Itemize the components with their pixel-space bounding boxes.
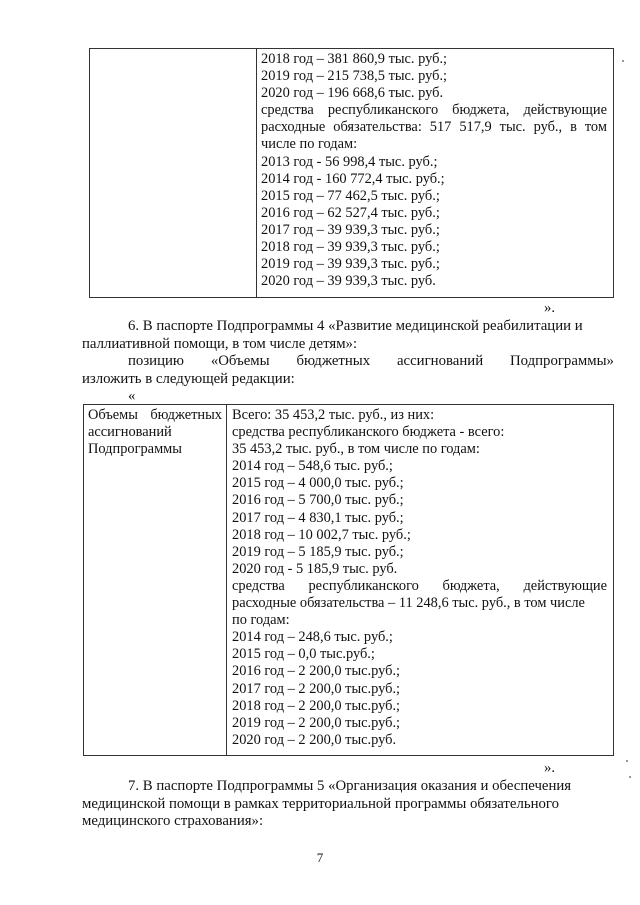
table-label-cell <box>84 405 227 755</box>
table-line-justified <box>261 119 607 136</box>
table-line-justified <box>261 102 607 119</box>
table-line: 2014 год – 548,6 тыс. руб.; <box>232 458 393 475</box>
table-line: 2017 год – 2 200,0 тыс.руб.; <box>232 680 401 697</box>
word: 517,9 <box>459 119 492 136</box>
table-line: расходные обязательства – 11 248,6 тыс. руб., в том числе <box>232 595 585 612</box>
word: расходные <box>261 119 326 136</box>
word: бюджета, <box>452 102 510 119</box>
word: позицию <box>128 353 184 369</box>
paragraph-7 <box>82 778 614 831</box>
word: Объемы <box>88 407 138 423</box>
word: «Объемы <box>210 353 270 369</box>
paragraph-line: 6. В паспорте Подпрограммы 4 «Развитие медицинской реабилитации и <box>128 318 583 334</box>
word: ассигнований <box>396 353 484 369</box>
table-line: по годам: <box>232 612 290 629</box>
table-line: 2019 год – 2 200,0 тыс.руб.; <box>232 714 401 731</box>
closing-quote: ». <box>544 760 556 776</box>
paragraph-line: медицинской помощи в рамках территориальной программы обязательного <box>82 795 560 812</box>
table-label-cell-empty <box>90 49 257 297</box>
word: средства <box>232 577 285 594</box>
word: в <box>570 119 577 136</box>
opening-quote: « <box>128 388 136 404</box>
closing-quote: ». <box>544 300 556 316</box>
word: Подпрограммы» <box>509 353 614 369</box>
table-line: Всего: 35 453,2 тыс. руб., из них: <box>232 407 435 423</box>
table-line: 2017 год – 4 830,1 тыс. руб.; <box>232 509 404 526</box>
paragraph-6 <box>82 318 614 406</box>
table-label-line: ассигнований <box>88 424 172 441</box>
table-value-cell <box>257 49 613 297</box>
paragraph-line: изложить в следующей редакции: <box>82 370 295 387</box>
word: 517 <box>429 119 452 136</box>
word: республиканского <box>327 102 439 119</box>
table-line: 2019 год – 5 185,9 тыс. руб.; <box>232 543 404 560</box>
table-line: 2016 год – 62 527,4 тыс. руб.; <box>261 204 440 221</box>
table-label-line <box>88 407 222 424</box>
table-line: 2016 год – 2 200,0 тыс.руб.; <box>232 663 401 680</box>
word: руб., <box>533 119 563 136</box>
word: бюджета, <box>442 577 500 594</box>
table-line: средства республиканского бюджета - всего: <box>232 424 505 441</box>
paragraph-line: медицинского страхования»: <box>82 813 264 829</box>
paragraph-line: 7. В паспорте Подпрограммы 5 «Организация оказания и обеспечения <box>128 778 572 794</box>
table-line: 2015 год – 4 000,0 тыс. руб.; <box>232 475 404 492</box>
table-label-line: Подпрограммы <box>88 441 182 458</box>
table-line-justified <box>232 578 607 595</box>
table-line: 2020 год – 39 939,3 тыс. руб. <box>261 273 436 290</box>
budget-table-continued <box>89 48 614 298</box>
word: бюджетных <box>296 353 371 369</box>
table-line: 2018 год – 10 002,7 тыс. руб.; <box>232 526 411 543</box>
table-line: 2015 год – 0,0 тыс.руб.; <box>232 646 375 663</box>
word: действующие <box>523 102 607 119</box>
table-line: 2014 год - 160 772,4 тыс. руб.; <box>261 170 445 187</box>
paragraph-line-justified <box>82 353 614 371</box>
table-line: 2018 год – 2 200,0 тыс.руб.; <box>232 697 401 714</box>
word: бюджетных <box>150 407 222 423</box>
word: действующие <box>523 577 607 594</box>
paragraph-line: паллиативной помощи, в том числе детям»: <box>82 335 358 352</box>
table-line: 2019 год – 215 738,5 тыс. руб.; <box>261 68 448 85</box>
table-line: 2015 год – 77 462,5 тыс. руб.; <box>261 187 440 204</box>
table-line: 2016 год – 5 700,0 тыс. руб.; <box>232 492 404 509</box>
table-line: 2019 год – 39 939,3 тыс. руб.; <box>261 256 440 273</box>
table-line: 2014 год – 248,6 тыс. руб.; <box>232 629 393 646</box>
scan-speck <box>629 776 631 778</box>
table-line: 2020 год – 196 668,6 тыс. руб. <box>261 85 444 102</box>
table-line: 2020 год – 2 200,0 тыс.руб. <box>232 731 397 748</box>
word: обязательства: <box>333 119 422 136</box>
table-line: 2018 год – 381 860,9 тыс. руб.; <box>261 51 448 67</box>
table-line: 2018 год – 39 939,3 тыс. руб.; <box>261 239 440 256</box>
table-value-cell <box>227 405 613 755</box>
word: средства <box>261 102 314 119</box>
scan-speck <box>626 760 628 762</box>
word: тыс. <box>499 119 526 136</box>
table-line: 35 453,2 тыс. руб., в том числе по годам: <box>232 441 480 458</box>
table-line: 2017 год – 39 939,3 тыс. руб.; <box>261 221 440 238</box>
table-line: 2020 год - 5 185,9 тыс. руб. <box>232 560 398 577</box>
page-number: 7 <box>316 850 324 865</box>
table-line: числе по годам: <box>261 136 358 153</box>
word: республиканского <box>308 577 419 594</box>
word: том <box>584 119 607 136</box>
table-line: 2013 год - 56 998,4 тыс. руб.; <box>261 153 438 170</box>
scan-speck <box>622 60 624 62</box>
budget-allocations-table <box>83 404 614 756</box>
